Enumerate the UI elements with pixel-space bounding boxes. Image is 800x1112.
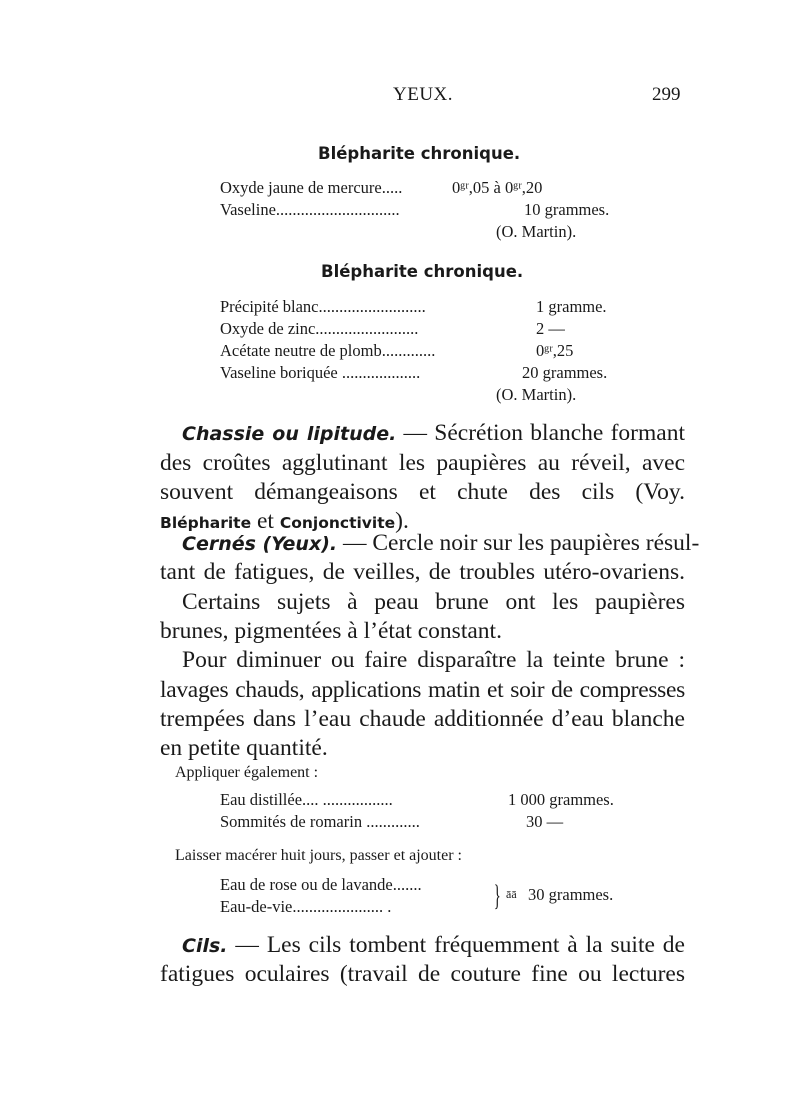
formula-ingredient: Vaseline.............................. [220,200,400,219]
formula-source: (O. Martin). [496,385,577,404]
line-text: et [251,508,280,534]
formula-title: Blépharite chronique. [318,144,521,163]
formula-ingredient: Oxyde jaune de mercure..... [220,178,403,197]
entry-term: Cernés (Yeux). [182,533,338,555]
cross-reference: Blépharite [160,514,252,532]
paragraph-line: en petite quantité. [160,735,328,761]
paragraph-line: trempées dans l’eau chaude additionnée d’eau blanche [160,706,685,732]
formula-quantity: 1 gramme. [536,297,607,316]
formula-quantity: 0ᵍʳ,25 [536,341,574,360]
formula-quantity: 30 grammes. [528,885,614,904]
formula-source: (O. Martin). [496,222,577,241]
entry-term: Chassie ou lipitude. [182,423,397,445]
brace-icon: } [493,879,501,912]
line-text: — Sécrétion blanche formant [396,420,685,446]
line-text: — Les cils tombent fréquemment à la suite de [227,932,685,958]
formula-quantity: 30 — [526,812,564,831]
paragraph-line [160,930,685,961]
formula-quantity: 10 grammes. [524,200,610,219]
paragraph-line: lavages chauds, applications matin et soir de compresses [160,677,685,703]
formula-ingredient: Vaseline boriquée ................... [220,363,421,382]
formula-table [220,790,630,834]
paragraph-line [160,418,685,449]
formula-quantity: 0ᵍʳ,05 à 0ᵍʳ,20 [452,178,543,197]
line-text: ). [395,508,409,534]
paragraph-line: souvent démangeaisons et chute des cils (Voy. [160,479,685,505]
running-head: YEUX. [393,84,454,105]
formula-ingredient: Eau distillée.... ................. [220,790,393,809]
formula-ingredient: Eau-de-vie...................... . [220,897,392,916]
entry-term: Cils. [182,935,228,957]
paragraph-line: Pour diminuer ou faire disparaître la teinte brune : [182,647,685,673]
formula-aa: āā [506,887,517,901]
formula-quantity: 2 — [536,319,565,338]
paragraph-line: fatigues oculaires (travail de couture fine ou lectures [160,961,685,987]
paragraph-line: brunes, pigmentées à l’état constant. [160,618,502,644]
formula-quantity: 20 grammes. [522,363,608,382]
formula-title: Blépharite chronique. [321,262,524,281]
paragraph-line: Certains sujets à peau brune ont les paupières [182,589,685,615]
formula-note: Laisser macérer huit jours, passer et ajouter : [175,847,462,864]
page-number: 299 [652,84,681,105]
paragraph-line: des croûtes agglutinant les paupières au réveil, avec [160,450,685,476]
formula-table [220,297,630,407]
formula-ingredient: Précipité blanc.......................... [220,297,426,316]
formula-ingredient: Oxyde de zinc......................... [220,319,419,338]
line-text: — Cercle noir sur les paupières résul- [337,530,700,556]
cross-reference: Conjonctivite [279,514,396,532]
formula-table [220,178,620,241]
formula-ingredient: Acétate neutre de plomb............. [220,341,436,360]
formula-table [220,875,630,919]
paragraph-line: tant de fatigues, de veilles, de troubles utéro-ovariens. [160,559,685,585]
formula-quantity: 1 000 grammes. [508,790,614,809]
paragraph-line [160,528,700,559]
formula-ingredient: Eau de rose ou de lavande....... [220,875,422,894]
formula-intro: Appliquer également : [175,764,319,781]
formula-ingredient: Sommités de romarin ............. [220,812,420,831]
